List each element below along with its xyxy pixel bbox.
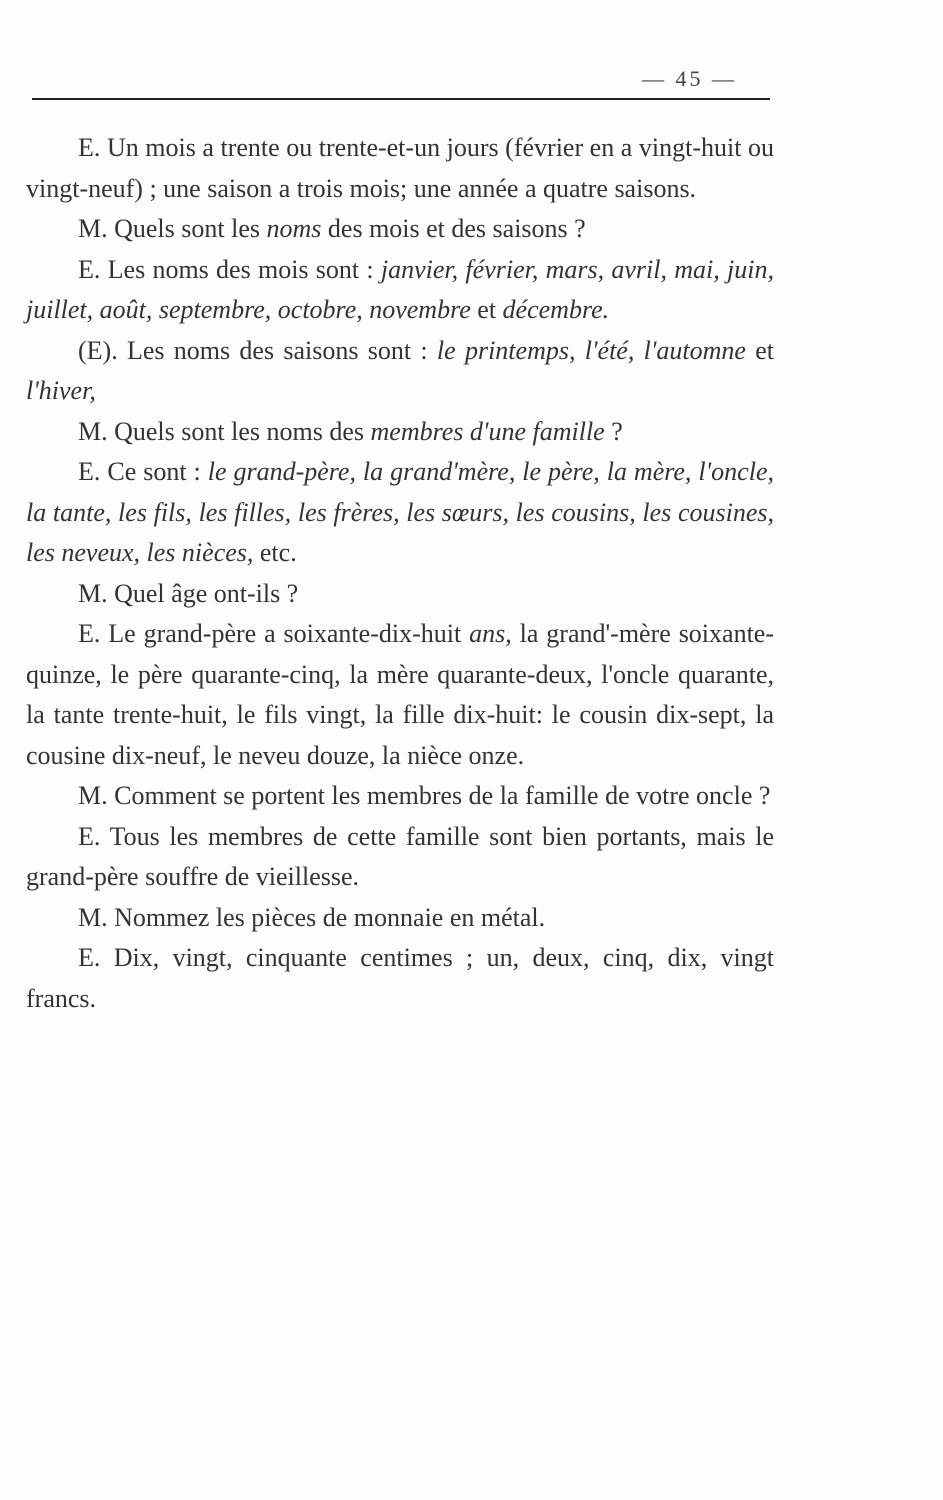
text-segment: E. Un mois a trente ou trente-et-un jours (février en a vingt-huit ou vingt-neuf) ; une saison a trois mois; une année a quatre saisons. [26, 133, 774, 203]
text-segment: E. Ce sont : [78, 457, 208, 486]
text-segment: ? [604, 416, 623, 446]
text-segment: M. Comment se portent les membres de la famille de votre oncle ? [78, 781, 771, 810]
text-segment: etc. [253, 538, 297, 567]
paragraph [26, 452, 774, 574]
paragraph [26, 250, 774, 331]
text-segment: la grand'-mère soixante-quinze, le père quarante-cinq, la mère quarante-deux, l'oncle quarante, la tante trente-huit, le fils vingt, la fille dix-huit: le cousin dix-sept, la cousine dix-neuf, le neveu douze, la nièce onze. [26, 619, 774, 770]
text-segment: (E). Les noms des saisons sont : [78, 335, 437, 365]
text-segment: E. Le grand-père a soixante-dix-huit [78, 619, 470, 648]
text-segment: M. Quels sont les noms des [78, 416, 371, 446]
text-segment: M. Quel âge ont-ils ? [78, 578, 299, 608]
text-segment: M. Quels sont les [78, 214, 267, 243]
text-segment-italic: janvier, février, mars, avril, mai, juin, juillet, août, septembre, octobre, novembre [26, 254, 774, 324]
text-segment-italic: noms [266, 214, 322, 243]
text-segment: E. Tous les membres de cette famille sont bien portants, mais le grand-père souffre de vieillesse. [26, 821, 774, 891]
text-segment-italic: le grand-père, la grand'mère, le père, la mère, l'oncle, la tante, les fils, les filles, les frères, les sœurs, les cousins, les cousines, les neveux, les nièces, [26, 457, 774, 567]
text-segment: et [470, 295, 503, 324]
paragraph [26, 128, 774, 209]
header-rule [32, 98, 770, 100]
paragraph [26, 817, 774, 898]
text-segment-italic: l'hiver, [26, 376, 96, 405]
paragraph [26, 938, 774, 1019]
page-body [26, 128, 774, 1019]
text-segment-italic: ans, [469, 619, 512, 648]
paragraph [26, 898, 774, 939]
paragraph [26, 574, 774, 615]
text-segment-italic: le printemps, l'été, l'automne [436, 335, 746, 365]
text-segment-italic: membres d'une famille [370, 416, 605, 446]
page-number: — 45 — [642, 66, 737, 91]
paragraph [26, 776, 774, 817]
text-segment: et [745, 335, 775, 365]
paragraph [26, 614, 774, 776]
text-segment: E. Dix, vingt, cinquante centimes ; un, deux, cinq, dix, vingt francs. [26, 943, 774, 1013]
paragraph [26, 412, 774, 453]
paragraph [26, 331, 774, 412]
text-segment: M. Nommez les pièces de monnaie en métal. [78, 902, 546, 932]
text-segment: E. Les noms des mois sont : [78, 254, 381, 284]
text-segment: des mois et des saisons ? [321, 214, 586, 243]
text-segment-italic: décembre. [502, 295, 610, 324]
paragraph [26, 209, 774, 250]
